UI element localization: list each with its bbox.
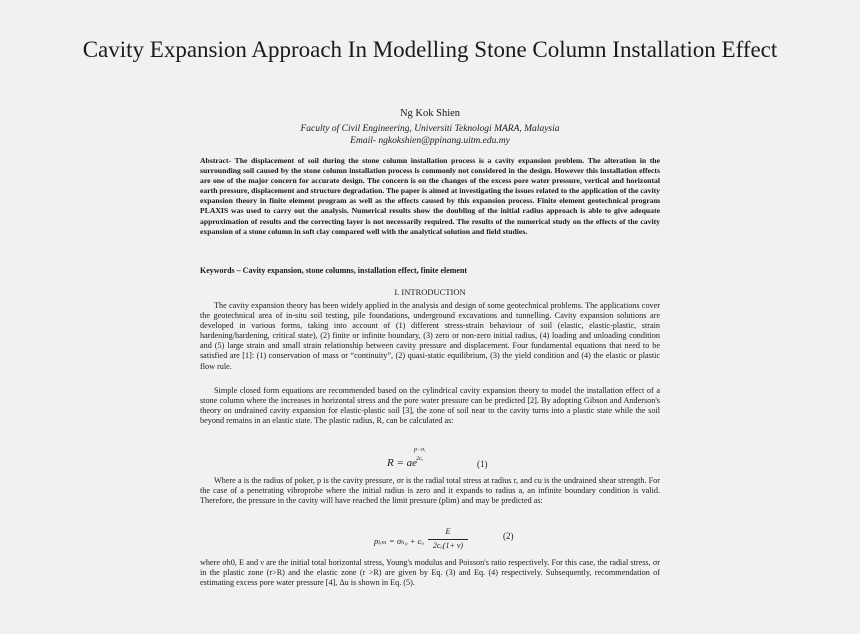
paper-title: Cavity Expansion Approach In Modelling Stone Column Installation Effect: [82, 37, 778, 62]
author-name: Ng Kok Shien: [399, 108, 461, 119]
keywords: Keywords – Cavity expansion, stone columns, installation effect, finite element: [200, 266, 468, 275]
eq1-exponent-denominator: 2cᵤ: [416, 456, 424, 462]
section-heading: I. INTRODUCTION: [394, 287, 466, 297]
equation-2-number: (2): [503, 531, 514, 541]
equation-1: R = ae: [387, 457, 418, 469]
intro-paragraph-2: Simple closed form equations are recommended based on the cylindrical cavity expansion theory to model the installation effect of a stone column where the increases in horizontal stress and the pore water pressure can be predicted [2]. By adopting Gibson and Anderson's theory on undrained cavity expansion for elastic-plastic soil [3], the zone of soil near to the cavity turns into a plastic state while the soil beyond remains in an elastic state. The plastic radius, R, can be calculated as:: [200, 386, 660, 426]
equation-2-numerator: E: [445, 527, 451, 536]
equation-2-fraction-bar: [428, 539, 468, 540]
equation-1-number: (1): [477, 459, 488, 469]
author-affiliation: [0, 123, 860, 147]
email-line: Email- ngkokshien@ppinang.uitm.edu.my: [350, 136, 510, 146]
intro-paragraph-1: The cavity expansion theory has been widely applied in the analysis and design of some geotechnical problems. The applications cover the geotechnical area of in-situ soil testing, pile foundations, underground excavations and tunnelling. Cavity expansion solutions are developed in various forms, taking into account of (1) different stress-strain behaviour of soil (elastic, elastic-plastic, strain hardening/hardening, critical state), (2) finite or infinite boundary, (3) zero or non-zero initial radius, (4) loading and unloading condition and (5) large strain and small strain relationship between cavity pressure and displacement. Four fundamental equations that need to be satisfied are [1]: (1) conservation of mass or “continuity”, (2) quasi-static equilibrium, (3) the yield condition and (4) the elastic or plastic flow rule.: [200, 301, 660, 371]
equation-2-lhs: pₗᵢₘ = σₕ₀ + cᵤ: [374, 536, 424, 546]
eq1-exponent-numerator: p−σᵣ: [414, 447, 426, 453]
equation-2-denominator: 2cᵤ(1+ ν): [432, 541, 464, 550]
intro-paragraph-3: Where a is the radius of poker, p is the cavity pressure, σr is the radial total stress at radius r, and cu is the undrained shear strength. For the case of a penetrating vibroprobe where the initial radius is zero and it expands to radius a, an infinite boundary condition is valid. Therefore, the pressure in the cavity will have reached the limit pressure (plim) and may be predicted as:: [200, 476, 660, 506]
abstract: Abstract- The displacement of soil during the stone column installation process is a cavity expansion problem. The alteration in the surrounding soil caused by the stone column installation process is commonly not considered in the design. However this installation effects are one of the major concern for accurate design. The concern is on the changes of the excess pore water pressure, vertical and horizontal earth pressure, displacement and structure degradation. The paper is aimed at investigating the issues related to the application of the cavity expansion theory in finite element program as well as the effects caused by this expansion process. Finite element geotechnical program PLAXIS was used to carry out the analysis. Numerical results show the doubling of the initial radius approach is able to give adequate approximation of results and the correcting layer is not necessarily required. The results of the numerical study on the effects of the cavity expansion of a stone column in soft clay compared well with the analytical solution and field studies.: [200, 156, 660, 236]
intro-paragraph-4: where σh0, E and ν are the initial total horizontal stress, Young's modulus and Poisson's ratio respectively. For this case, the radial stress, σr in the plastic zone (r>R) and the elastic zone (r >R) are given by Eq. (3) and Eq. (4) respectively. Subsequently, recommendation of estimating excess pore water pressure [4], Δu is shown in Eq. (5).: [200, 558, 660, 588]
affiliation-line: Faculty of Civil Engineering, Universiti Teknologi MARA, Malaysia: [300, 124, 560, 134]
